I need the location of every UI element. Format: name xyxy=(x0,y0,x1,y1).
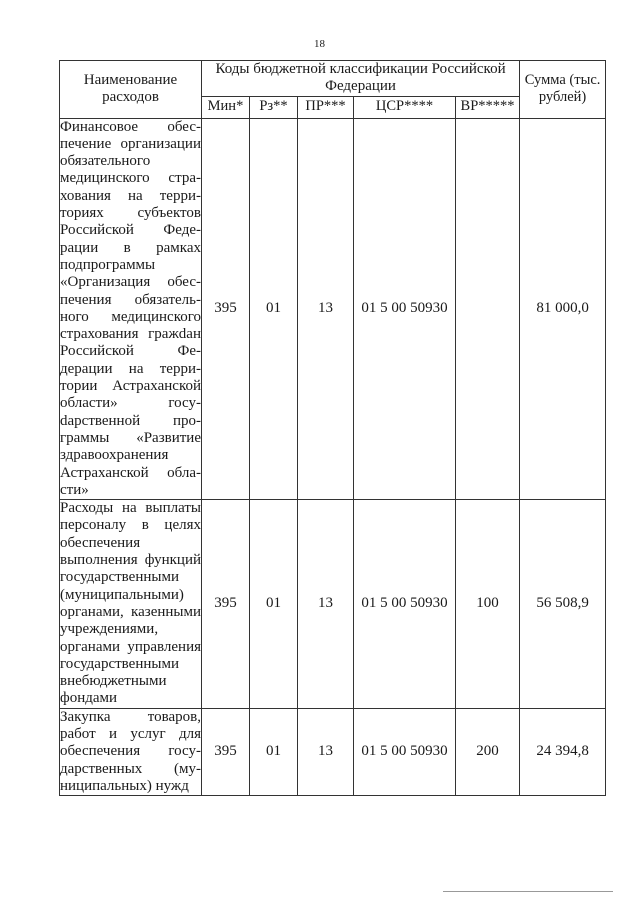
row-min: 395 xyxy=(202,118,250,500)
header-sum: Сумма (тыс. рублей) xyxy=(520,61,606,119)
row-rz: 01 xyxy=(250,118,298,500)
page-number: 18 xyxy=(314,38,325,50)
header-vr: ВР***** xyxy=(456,96,520,118)
row-sum: 56 508,9 xyxy=(520,500,606,709)
header-rz: Рз** xyxy=(250,96,298,118)
row-rz: 01 xyxy=(250,500,298,709)
row-rz: 01 xyxy=(250,708,298,795)
header-csr: ЦСР**** xyxy=(354,96,456,118)
row-min: 395 xyxy=(202,500,250,709)
row-sum: 81 000,0 xyxy=(520,118,606,500)
row-csr: 01 5 00 50930 xyxy=(354,708,456,795)
row-pr: 13 xyxy=(298,118,354,500)
row-min: 395 xyxy=(202,708,250,795)
table-row xyxy=(60,708,606,795)
row-sum: 24 394,8 xyxy=(520,708,606,795)
row-name: Закупка товаров, работ и услуг для обеспечения государственных (муниципальных) нужд xyxy=(60,708,201,794)
row-pr: 13 xyxy=(298,500,354,709)
row-vr: 200 xyxy=(456,708,520,795)
header-pr: ПР*** xyxy=(298,96,354,118)
table-row xyxy=(60,118,606,500)
row-csr: 01 5 00 50930 xyxy=(354,500,456,709)
header-min: Мин* xyxy=(202,96,250,118)
footer-divider xyxy=(443,891,613,892)
budget-table xyxy=(59,60,606,796)
header-name: Наименование расходов xyxy=(60,61,202,119)
header-codes-group: Коды бюджетной классификации Российской Федерации xyxy=(202,61,520,97)
row-csr: 01 5 00 50930 xyxy=(354,118,456,500)
row-name: Финансовое обеспечение организации обязательного медицинского страхования на территориях субъектов Российской Федерации в рамках подпрограммы «Организация обеспечения обязательного медицинского страхования гражdан Российской Федерации на территории Астраханской области» госуdарственной программы «Развитие здравоохранения Астраханской области» xyxy=(60,118,201,498)
table-row xyxy=(60,500,606,709)
row-vr xyxy=(456,118,520,500)
row-name: Расходы на выплаты персоналу в целях обеспечения выполнения функций государственными (муниципальными) органами, казенными учреждениями, органами управления государственными внебюджетными фондами xyxy=(60,500,201,707)
row-vr: 100 xyxy=(456,500,520,709)
row-pr: 13 xyxy=(298,708,354,795)
